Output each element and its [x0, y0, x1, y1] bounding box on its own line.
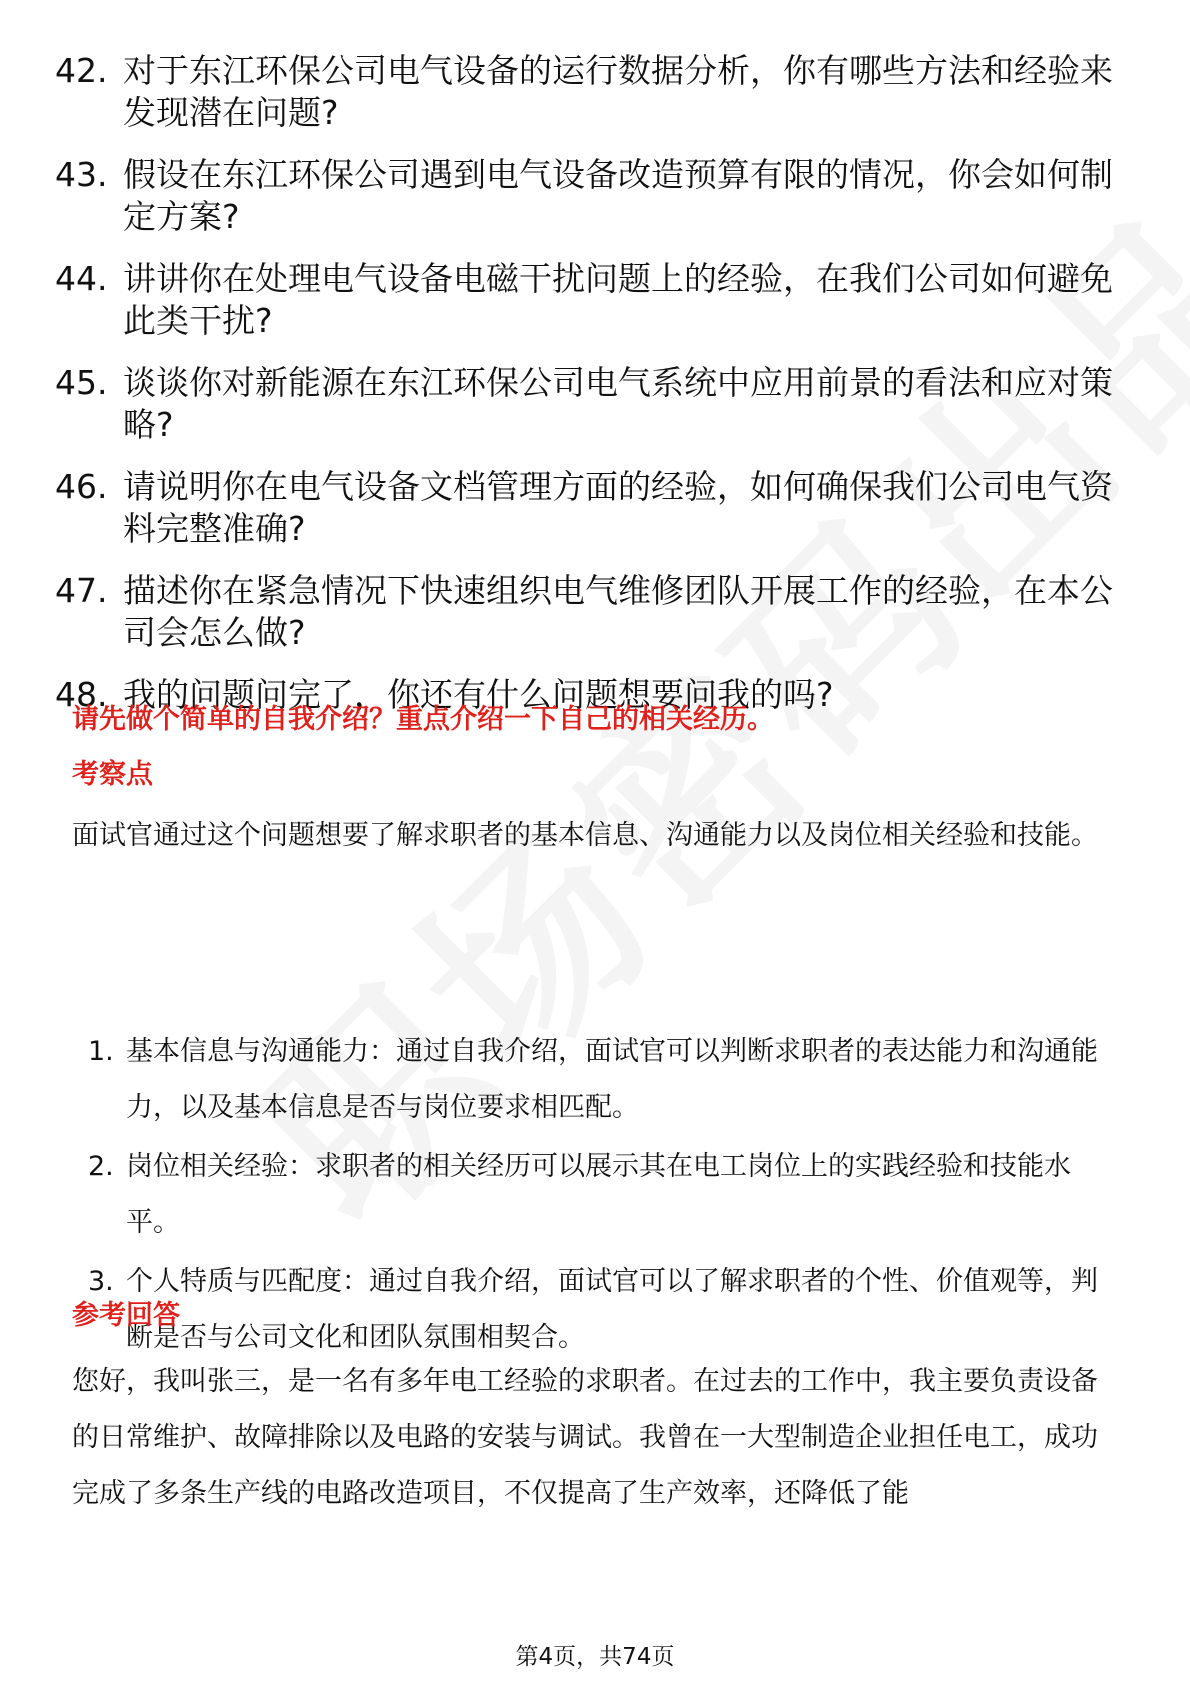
list-item [55, 154, 1135, 238]
question-text: 请说明你在电气设备文档管理方面的经验，如何确保我们公司电气资料完整准确? [123, 467, 1113, 548]
exam-point-list [88, 1024, 1118, 1369]
exam-point-heading: 考察点 [72, 759, 153, 790]
question-number: 44. [55, 259, 108, 298]
list-item [55, 50, 1135, 134]
point-number: 1. [88, 1036, 114, 1067]
question-number: 42. [55, 51, 108, 90]
question-text: 假设在东江环保公司遇到电气设备改造预算有限的情况，你会如何制定方案? [123, 155, 1113, 236]
question-number: 47. [55, 571, 108, 610]
section-question-heading: 请先做个简单的自我介绍？重点介绍一下自己的相关经历。 [72, 704, 774, 735]
list-item [88, 1139, 1118, 1251]
list-item [55, 258, 1135, 342]
list-item [88, 1254, 1118, 1366]
question-list [55, 50, 1135, 736]
question-text: 描述你在紧急情况下快速组织电气维修团队开展工作的经验，在本公司会怎么做? [123, 571, 1113, 652]
point-text: 基本信息与沟通能力：通过自我介绍，面试官可以判断求职者的表达能力和沟通能力，以及基本信息是否与岗位要求相匹配。 [126, 1036, 1098, 1123]
question-text: 讲讲你在处理电气设备电磁干扰问题上的经验，在我们公司如何避免此类干扰? [123, 259, 1113, 340]
question-number: 48. [55, 675, 108, 714]
answer-text: 您好，我叫张三，是一名有多年电工经验的求职者。在过去的工作中，我主要负责设备的日常维护、故障排除以及电路的安装与调试。我曾在一大型制造企业担任电工，成功完成了多条生产线的电路改造项目，不仅提高了生产效率，还降低了能 [72, 1366, 1098, 1509]
answer-heading: 参考回答 [72, 1300, 180, 1331]
question-text: 对于东江环保公司电气设备的运行数据分析，你有哪些方法和经验来发现潜在问题? [123, 51, 1113, 132]
list-item [55, 362, 1135, 446]
list-item [55, 570, 1135, 654]
question-number: 45. [55, 363, 108, 402]
question-number: 43. [55, 155, 108, 194]
list-item [55, 466, 1135, 550]
page-footer: 第4页，共74页 [515, 1644, 675, 1670]
exam-point-text: 面试官通过这个问题想要了解求职者的基本信息、沟通能力以及岗位相关经验和技能。 [72, 820, 1098, 851]
question-text: 谈谈你对新能源在东江环保公司电气系统中应用前景的看法和应对策略? [123, 363, 1113, 444]
list-item [88, 1024, 1118, 1136]
question-text: 我的问题问完了，你还有什么问题想要问我的吗? [123, 675, 834, 714]
point-text: 岗位相关经验：求职者的相关经历可以展示其在电工岗位上的实践经验和技能水平。 [126, 1151, 1071, 1238]
point-number: 2. [88, 1151, 114, 1182]
question-number: 46. [55, 467, 108, 506]
point-text: 个人特质与匹配度：通过自我介绍，面试官可以了解求职者的个性、价值观等，判断是否与公司文化和团队氛围相契合。 [126, 1266, 1098, 1353]
point-number: 3. [88, 1266, 114, 1297]
